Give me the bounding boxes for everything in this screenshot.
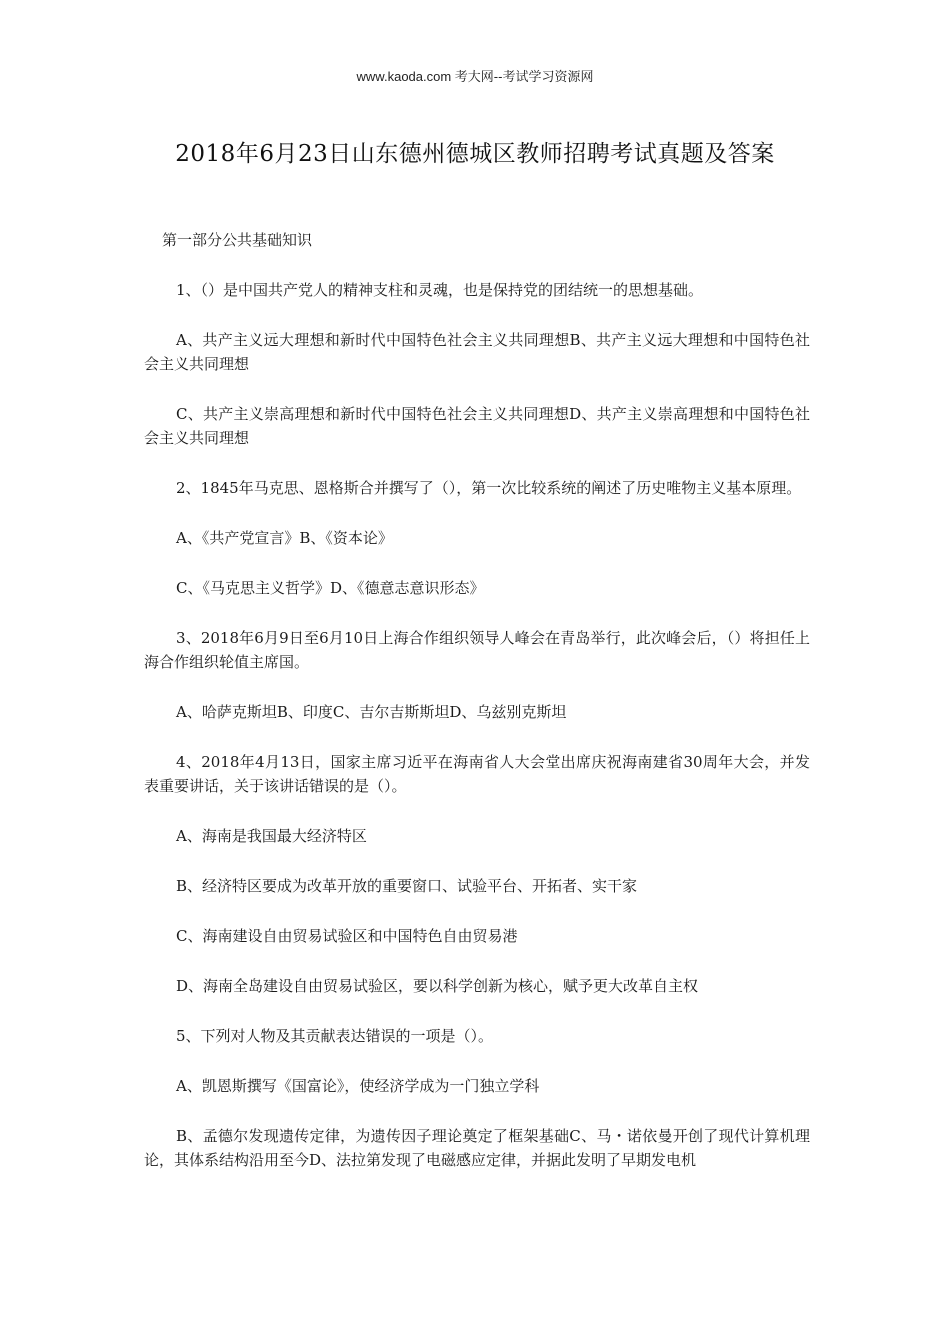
question-4-option-b: B、经济特区要成为改革开放的重要窗口、试验平台、开拓者、实干家: [176, 877, 638, 895]
section-heading: 第一部分公共基础知识: [162, 231, 313, 249]
document-title: 2018年6月23日山东德州德城区教师招聘考试真题及答案: [175, 141, 775, 167]
site-header: www.kaoda.com 考大网--考试学习资源网: [356, 69, 594, 84]
question-1-options-cd: C、共产主义崇高理想和新时代中国特色社会主义共同理想D、共产主义崇高理想和中国特色社会主义共同理想: [144, 405, 810, 447]
question-2-options-cd: C、《马克思主义哲学》D、《德意志意识形态》: [176, 579, 485, 597]
question-1-options-ab: A、共产主义远大理想和新时代中国特色社会主义共同理想B、共产主义远大理想和中国特色社会主义共同理想: [144, 331, 810, 373]
document-body: [144, 228, 810, 1198]
question-4: 4、2018年4月13日，国家主席习近平在海南省人大会堂出席庆祝海南建省30周年大会，并发表重要讲话，关于该讲话错误的是（）。: [144, 753, 810, 795]
question-3-options: A、哈萨克斯坦B、印度C、吉尔吉斯斯坦D、乌兹别克斯坦: [176, 703, 567, 721]
question-4-option-a: A、海南是我国最大经济特区: [176, 827, 367, 845]
question-3: 3、2018年6月9日至6月10日上海合作组织领导人峰会在青岛举行，此次峰会后，（）将担任上海合作组织轮值主席国。: [144, 629, 810, 671]
question-4-option-c: C、海南建设自由贸易试验区和中国特色自由贸易港: [176, 927, 518, 945]
question-5-option-a: A、凯恩斯撰写《国富论》，使经济学成为一门独立学科: [176, 1077, 540, 1095]
question-2-options-ab: A、《共产党宣言》B、《资本论》: [176, 529, 393, 547]
question-1: 1、（）是中国共产党人的精神支柱和灵魂，也是保持党的团结统一的思想基础。: [176, 281, 704, 299]
question-5: 5、下列对人物及其贡献表达错误的一项是（）。: [176, 1027, 494, 1045]
question-5-options-bcd: B、孟德尔发现遗传定律，为遗传因子理论奠定了框架基础C、马・诺依曼开创了现代计算机理论，其体系结构沿用至今D、法拉第发现了电磁感应定律，并据此发明了早期发电机: [144, 1127, 810, 1169]
question-4-option-d: D、海南全岛建设自由贸易试验区，要以科学创新为核心，赋予更大改革自主权: [176, 977, 699, 995]
question-2: 2、1845年马克思、恩格斯合并撰写了（），第一次比较系统的阐述了历史唯物主义基本原理。: [176, 479, 802, 497]
